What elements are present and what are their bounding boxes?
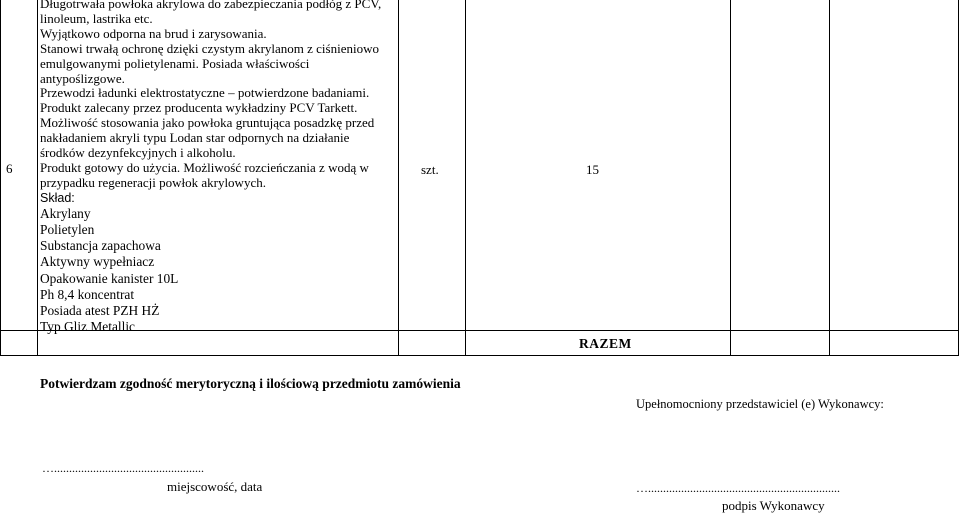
total-label: RAZEM	[579, 336, 632, 351]
place-date-label: miejscowość, data	[167, 479, 263, 494]
table-col-divider-unit	[465, 0, 466, 356]
unit-cell: szt.	[421, 162, 439, 177]
description-line: Stanowi trwałą ochronę dzięki czystym akrylanom z ciśnieniowo	[40, 40, 379, 56]
product-description	[40, 0, 400, 335]
description-line: Produkt zalecany przez producenta wykładziny PCV Tarkett.	[40, 100, 358, 116]
table-border-left	[0, 0, 1, 356]
description-line: linoleum, lastrika etc.	[40, 10, 153, 26]
table-col-divider-qty	[730, 0, 731, 356]
composition-item: Ph 8,4 koncentrat	[40, 286, 135, 302]
description-line: Wyjątkowo odporna na brud i zarysowania.	[40, 25, 267, 41]
table-border-right	[958, 0, 959, 356]
composition-item: Polietylen	[40, 221, 95, 237]
description-line: antypoślizgowe.	[40, 70, 125, 86]
representative-label: Upełnomocniony przedstawiciel (e) Wykonawcy:	[636, 397, 884, 411]
description-line: przypadku regeneracji powłok akrylowych.	[40, 174, 266, 190]
description-line: nakładaniem akryli typu Lodan star odpornych na działanie	[40, 130, 350, 146]
description-line: środków dezynfekcyjnych i alkoholu.	[40, 145, 236, 161]
composition-item: Opakowanie kanister 10L	[40, 270, 179, 286]
description-line: Możliwość stosowania jako powłoka gruntująca posadzkę przed	[40, 115, 375, 131]
table-col-divider-price	[829, 0, 830, 356]
composition-item: Aktywny wypełniacz	[40, 254, 155, 270]
signature-label: podpis Wykonawcy	[722, 498, 825, 513]
composition-item: Akrylany	[40, 205, 91, 221]
composition-item: Posiada atest PZH HŻ	[40, 302, 160, 318]
composition-item: Substancja zapachowa	[40, 238, 161, 254]
description-line: Długotrwała powłoka akrylowa do zabezpieczania podłóg z PCV,	[40, 0, 382, 11]
signature-line: …................................................................	[636, 481, 840, 495]
composition-heading: Skład:	[40, 190, 75, 205]
quantity-cell: 15	[586, 162, 599, 177]
description-line: Przewodzi ładunki elektrostatyczne – potwierdzone badaniami.	[40, 85, 370, 101]
description-line: emulgowanymi polietylenami. Posiada właściwości	[40, 55, 310, 71]
confirmation-statement: Potwierdzam zgodność merytoryczną i ilościową przedmiotu zamówienia	[40, 376, 461, 391]
table-col-divider-lp	[37, 0, 38, 356]
table-border-bottom	[0, 355, 959, 356]
description-line: Produkt gotowy do użycia. Możliwość rozcieńczania z wodą w	[40, 159, 369, 175]
place-date-line: …..................................................	[42, 461, 204, 475]
row-number: 6	[6, 161, 13, 176]
composition-item: Typ Gliz Metallic	[40, 319, 136, 335]
